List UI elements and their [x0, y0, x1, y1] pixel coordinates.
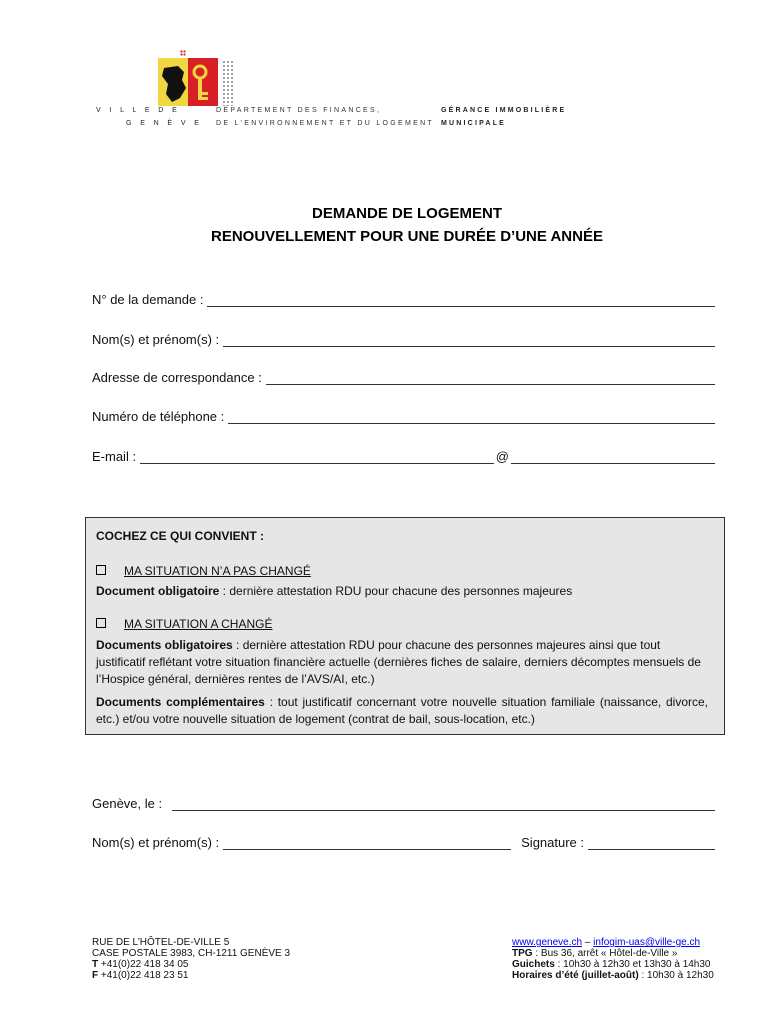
option-unchanged-label: MA SITUATION N’A PAS CHANGÉ [124, 564, 311, 578]
option-changed-complementary: Documents complémentaires : tout justificatif concernant votre nouvelle situation familiale (naissance, divorce, etc.) et/ou votre nouvelle situation de logement (contrat de bail, sous-location, etc.) [96, 695, 709, 726]
field-email[interactable] [92, 449, 715, 464]
field-label: Nom(s) et prénom(s) : [92, 835, 220, 850]
unit-line1: GÉRANCE IMMOBILIÈRE [441, 107, 567, 114]
footer-contact: www.geneve.ch – infogim-uas@ville-ge.ch TPG : Bus 36, arrêt « Hôtel-de-Ville » Guichets : 10h30 à 12h30 et 13h30 à 14h30 Horaires d’été (juillet-août) : 10h30 à 12h30 [512, 937, 714, 981]
signature-label: Signature : [521, 835, 585, 850]
situation-box [85, 517, 725, 735]
ville-de-geneve-logo [158, 50, 220, 106]
checkbox-unchanged[interactable] [96, 565, 106, 575]
option-changed-label: MA SITUATION A CHANGÉ [124, 617, 273, 631]
field-telephone[interactable] [92, 409, 715, 424]
email-link[interactable]: infogim-uas@ville-ge.ch [593, 937, 701, 948]
field-label: Numéro de téléphone : [92, 409, 225, 424]
field-label: E-mail : [92, 449, 137, 464]
option-unchanged-doc: Document obligatoire : dernière attestation RDU pour chacune des personnes majeures [96, 584, 573, 598]
field-label: Nom(s) et prénom(s) : [92, 332, 220, 347]
city-name-line1: V I L L E D E [96, 107, 181, 114]
field-adresse[interactable] [92, 370, 715, 385]
field-label: Adresse de correspondance : [92, 370, 262, 385]
field-label: N° de la demande : [92, 292, 204, 307]
field-nom-prenom[interactable] [92, 332, 715, 347]
option-unchanged[interactable] [96, 563, 311, 580]
document-title: DEMANDE DE LOGEMENT [311, 205, 502, 222]
field-demande-number[interactable] [92, 292, 715, 307]
field-label: Genève, le : [92, 796, 163, 811]
unit-line2: MUNICIPALE [441, 120, 507, 127]
city-name-line2: G E N È V E [126, 120, 203, 127]
department-line1: DÉPARTEMENT DES FINANCES, [216, 107, 382, 114]
department-line2: DE L’ENVIRONNEMENT ET DU LOGEMENT [216, 120, 434, 127]
email-at-sign: @ [495, 449, 509, 464]
website-link[interactable]: www.geneve.ch [512, 937, 583, 948]
field-signature-row[interactable] [92, 835, 715, 850]
checkbox-changed[interactable] [96, 618, 106, 628]
document-subtitle: RENOUVELLEMENT POUR UNE DURÉE D’UNE ANNÉE [211, 228, 603, 245]
logo-key-half [188, 58, 218, 106]
option-changed-docs: Documents obligatoires : dernière attestation RDU pour chacune des personnes majeures ainsi que tout justificatif reflétant votre situation financière actuelle (dernières fiches de salaire, derniers décomptes mensuels de l’Hospice général, dernières rentes de l’AVS/AI, etc.) [96, 638, 701, 686]
logo-eagle-half [158, 58, 188, 106]
box-heading: COCHEZ CE QUI CONVIENT : [96, 529, 265, 543]
footer-address: RUE DE L’HÔTEL-DE-VILLE 5 CASE POSTALE 3983, CH-1211 GENÈVE 3 T +41(0)22 418 34 05 F +41(0)22 418 23 51 [92, 937, 291, 981]
option-changed[interactable] [96, 616, 272, 633]
field-lieu-date[interactable] [92, 796, 715, 811]
